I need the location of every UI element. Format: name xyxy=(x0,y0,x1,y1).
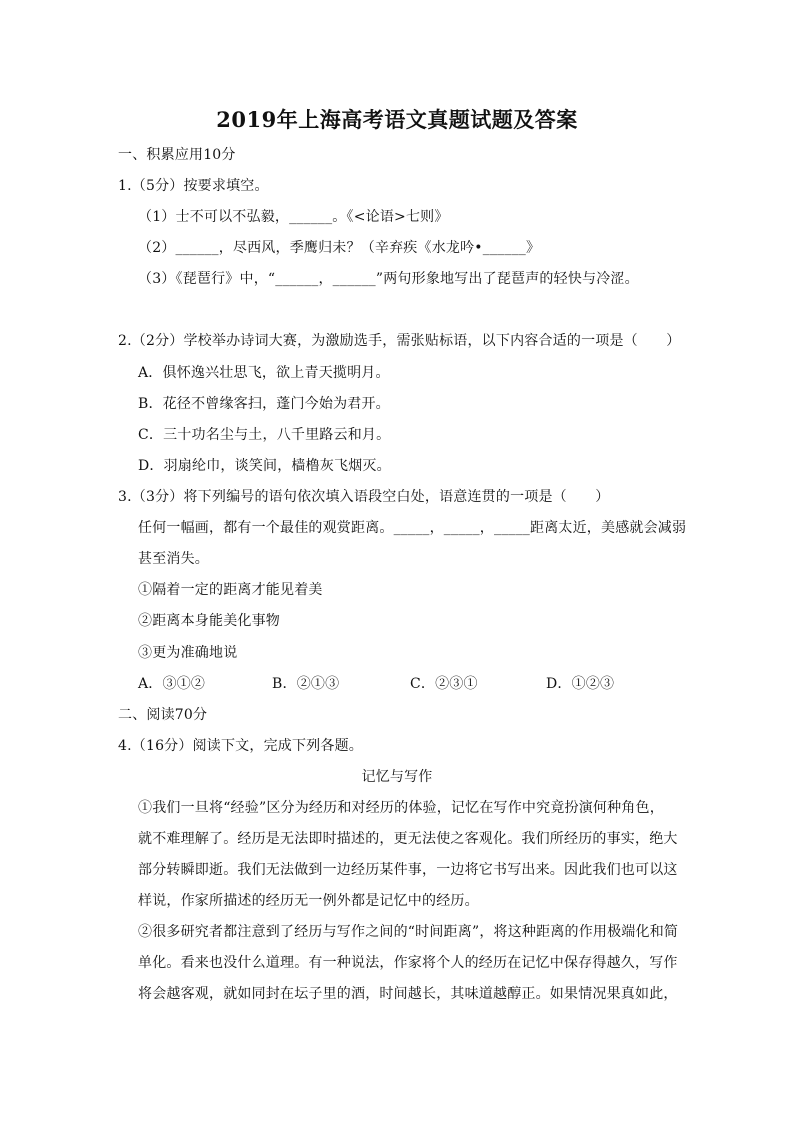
paragraph-line: 就不难理解了。经历是无法即时描述的，更无法使之客观化。我们所经历的事实，绝大 xyxy=(138,831,678,847)
answer-option: B．花径不曾缘客扫，蓬门今始为君开。 xyxy=(138,396,390,412)
article-title: 记忆与写作 xyxy=(361,769,433,785)
document-title: 2019年上海高考语文真题试题及答案 xyxy=(216,107,578,132)
answer-option: A．③①② xyxy=(138,676,206,692)
question-stem: 4.（16分）阅读下文，完成下列各题。 xyxy=(118,738,363,754)
paragraph-line: 部分转瞬即逝。我们无法做到一边经历某件事，一边将它书写出来。因此我们也可以这 xyxy=(138,862,678,878)
section-heading: 一、积累应用10分 xyxy=(118,147,236,163)
answer-option: A．俱怀逸兴壮思飞，欲上青天揽明月。 xyxy=(138,365,390,381)
section-heading: 二、阅读70分 xyxy=(118,707,208,723)
sentence-item: ①隔着一定的距离才能见着美 xyxy=(138,582,323,598)
answer-option: C．②③① xyxy=(410,676,478,692)
paragraph-line: ②很多研究者都注意到了经历与写作之间的“时间距离”，将这种距离的作用极端化和简 xyxy=(138,924,679,940)
answer-option: C．三十功名尘与土，八千里路云和月。 xyxy=(138,427,391,443)
question-item: （3）《琵琶行》中，“______，______”两句形象地写出了琵琶声的轻快与冷涩。 xyxy=(138,271,639,287)
paragraph-line: 单化。看来也没什么道理。有一种说法，作家将个人的经历在记忆中保存得越久，写作 xyxy=(138,955,678,971)
paragraph-line: 样说，作家所描述的经历无一例外都是记忆中的经历。 xyxy=(138,893,479,909)
question-stem: 3.（3分）将下列编号的语句依次填入语段空白处，语意连贯的一项是（ ） xyxy=(118,489,610,505)
sentence-item: ③更为准确地说 xyxy=(138,645,238,661)
sentence-item: ②距离本身能美化事物 xyxy=(138,613,280,629)
answer-option: D．①②③ xyxy=(546,676,615,692)
question-stem: 1.（5分）按要求填空。 xyxy=(118,178,269,194)
paragraph-line: 将会越客观，就如同封在坛子里的酒，时间越长，其味道越醇正。如果情况果真如此， xyxy=(138,986,678,1002)
question-item: （1）士不可以不弘毅，______。《<论语>七则》 xyxy=(138,209,449,225)
answer-option: B．②①③ xyxy=(272,676,340,692)
question-stem: 2.（2分）学校举办诗词大赛，为激励选手，需张贴标语，以下内容合适的一项是（ ） xyxy=(118,333,681,349)
paragraph-line: ①我们一旦将“经验”区分为经历和对经历的体验，记忆在写作中究竟扮演何种角色， xyxy=(138,800,664,816)
question-item: （2）______，尽西风，季鹰归未？（辛弃疾《水龙吟•______》 xyxy=(138,240,541,256)
answer-option: D．羽扇纶巾，谈笑间，樯橹灰飞烟灭。 xyxy=(138,458,391,474)
passage-line: 甚至消失。 xyxy=(138,551,209,567)
passage-line: 任何一幅画，都有一个最佳的观赏距离。_____，_____，_____距离太近，美感就会减弱 xyxy=(138,520,687,536)
